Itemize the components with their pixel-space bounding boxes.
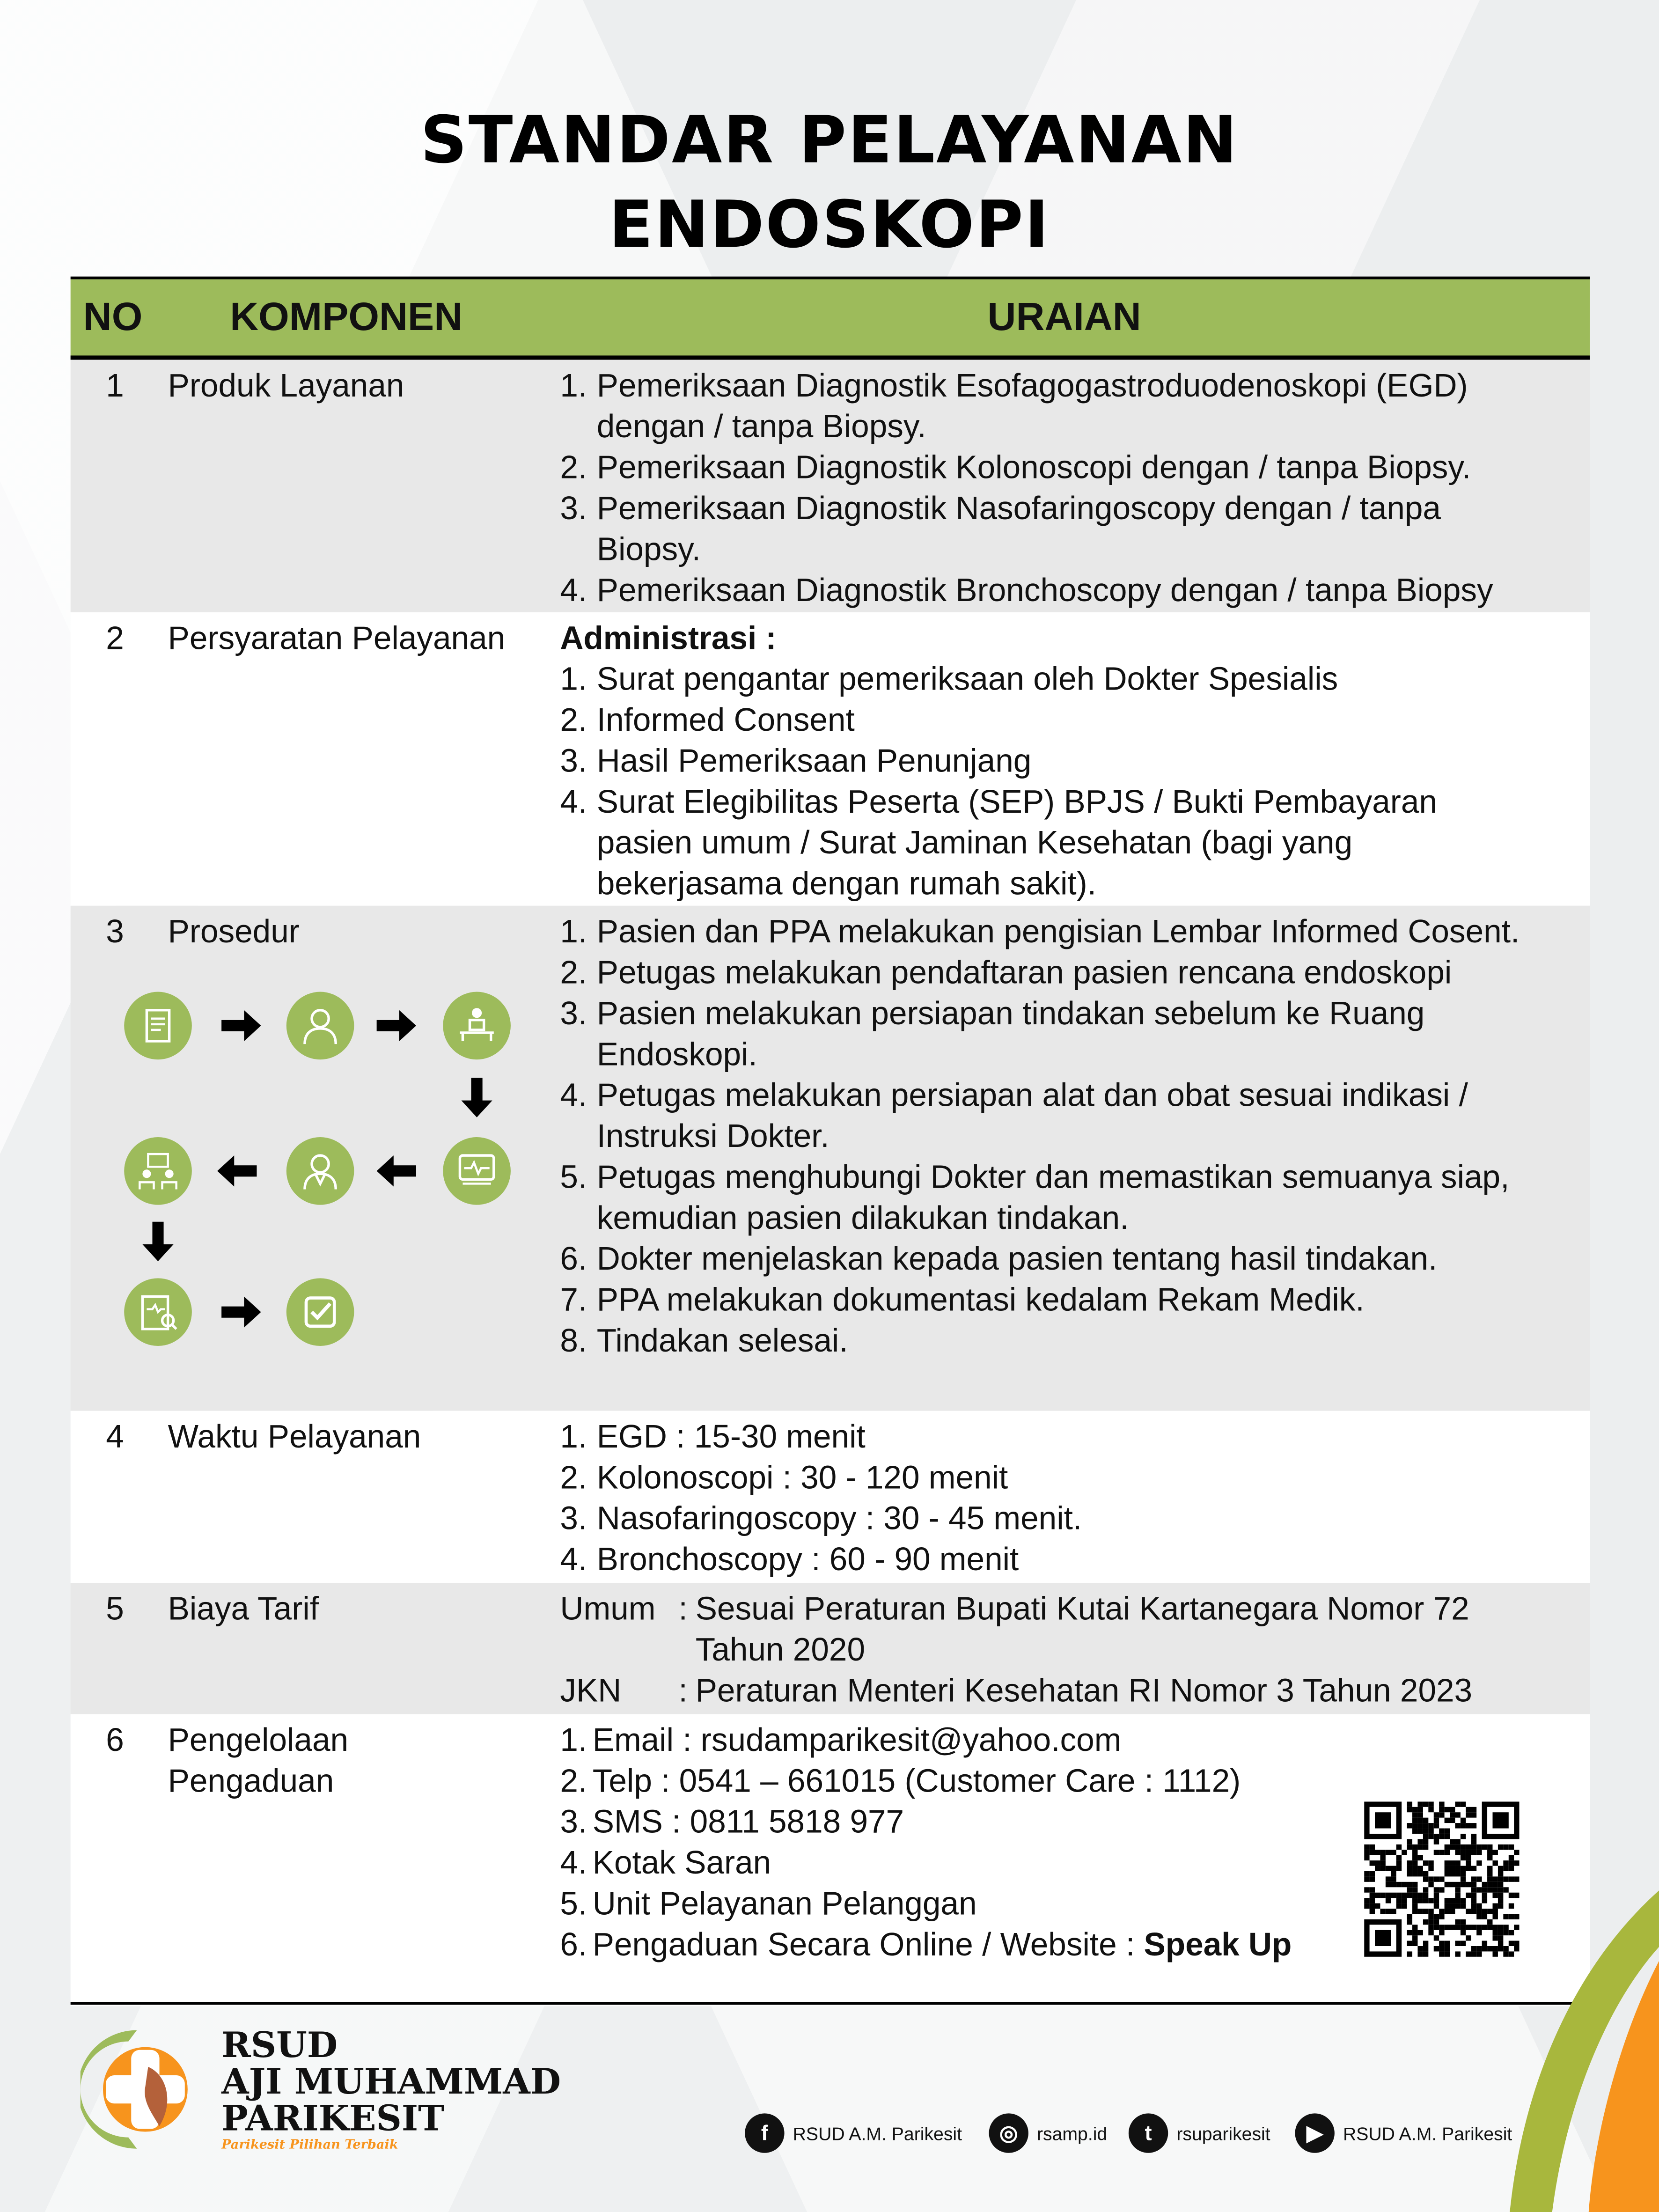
item-text: Pengaduan Secara Online / Website : [592, 1925, 1144, 1962]
item-line: Biopsy. [596, 530, 701, 567]
arrow-right-icon [374, 1003, 419, 1056]
list-item [560, 1279, 1520, 1320]
item-number: 5. [560, 1158, 587, 1195]
monitor-icon [443, 1137, 511, 1205]
item-line: Informed Consent [596, 701, 855, 738]
colon: : [678, 1590, 688, 1627]
logo-text-name: AJI MUHAMMAD [221, 2061, 561, 2102]
item-number: 6. [560, 1240, 587, 1277]
tarif-text [696, 1588, 1469, 1670]
item-line: Hasil Pemeriksaan Penunjang [596, 742, 1032, 779]
social-link[interactable] [1295, 2113, 1512, 2153]
list-item [560, 1498, 1082, 1539]
item-line: Kolonoscopi : 30 - 120 menit [596, 1459, 1008, 1496]
youtube-icon: ▶ [1295, 2113, 1334, 2153]
item-number: 8. [560, 1322, 587, 1359]
row-uraian [560, 618, 1437, 904]
list-item [560, 1801, 1292, 1842]
list-item [560, 782, 1437, 904]
item-number: 1. [560, 367, 587, 404]
arrow-right-icon [219, 1289, 264, 1342]
item-line: PPA melakukan dokumentasi kedalam Rekam Medik. [596, 1281, 1365, 1318]
decorative-curve [1495, 1876, 1659, 2212]
row-uraian [560, 1588, 1472, 1711]
list-item [560, 911, 1520, 952]
social-label: RSUD A.M. Parikesit [1343, 2122, 1512, 2144]
item-line: EGD : 15-30 menit [596, 1418, 866, 1455]
table-row [71, 1411, 1590, 1583]
table-header [71, 279, 1590, 360]
consultation-icon [124, 1137, 192, 1205]
item-number: 2. [560, 1459, 587, 1496]
item-line: SMS : 0811 5818 977 [592, 1803, 904, 1840]
item-line: Bronchoscopy : 60 - 90 menit [596, 1540, 1019, 1578]
logo-text-rsud: RSUD [221, 2024, 338, 2065]
komponen-line: Waktu Pelayanan [168, 1418, 421, 1455]
item-number: 2. [560, 954, 587, 991]
list-item [560, 700, 1437, 741]
nurse-icon [286, 992, 354, 1060]
list-item [560, 1239, 1520, 1279]
table-row [71, 360, 1590, 612]
row-number: 5 [106, 1590, 124, 1627]
social-label: rsamp.id [1036, 2122, 1108, 2144]
komponen-line: Persyaratan Pelayanan [168, 619, 506, 656]
logo-text-parikesit: PARIKESIT [221, 2098, 445, 2139]
item-number: 3. [560, 489, 587, 527]
row-uraian [560, 366, 1493, 611]
social-link[interactable] [745, 2113, 962, 2153]
item-line: Endoskopi. [596, 1035, 757, 1073]
list-item [560, 1761, 1292, 1801]
list-item [560, 1539, 1082, 1580]
item-line: Unit Pelayanan Pelanggan [592, 1885, 977, 1922]
arrow-left-icon [374, 1148, 419, 1201]
arrow-down-icon [135, 1219, 180, 1271]
komponen-line: Pengaduan [168, 1762, 334, 1799]
arrow-right-icon [219, 1003, 264, 1056]
tarif-line: Sesuai Peraturan Bupati Kutai Kartanegara Nomor 72 [695, 1590, 1469, 1627]
patient-bed-icon [443, 992, 511, 1060]
row-komponen [168, 911, 300, 952]
item-number: 7. [560, 1281, 587, 1318]
tarif-line: Peraturan Menteri Kesehatan RI Nomor 3 Tahun 2023 [695, 1672, 1473, 1709]
row-komponen [168, 366, 404, 406]
row-number: 2 [106, 619, 124, 656]
tarif-item [560, 1588, 1472, 1670]
speak-up-link[interactable]: Speak Up [1144, 1925, 1292, 1962]
list-item [560, 366, 1493, 448]
clipboard-icon [124, 1278, 192, 1346]
header-komponen: KOMPONEN [230, 294, 463, 339]
row-number: 1 [106, 367, 124, 404]
uraian-heading: Administrasi : [560, 619, 777, 656]
row-komponen [168, 618, 506, 659]
twitter-icon: t [1129, 2113, 1168, 2153]
item-number: 2. [560, 701, 587, 738]
list-item [560, 1925, 1292, 1965]
table-row [71, 1583, 1590, 1714]
list-item [560, 1417, 1082, 1457]
row-komponen [168, 1720, 348, 1802]
social-label: RSUD A.M. Parikesit [793, 2122, 962, 2144]
tarif-label: JKN [560, 1672, 622, 1709]
item-line: Pemeriksaan Diagnostik Bronchoscopy dengan / tanpa Biopsy [596, 571, 1493, 608]
item-line: dengan / tanpa Biopsy. [596, 407, 926, 445]
item-number: 1. [560, 660, 587, 697]
facebook-icon: f [745, 2113, 784, 2153]
row-number: 4 [106, 1418, 124, 1455]
instagram-icon: ◎ [989, 2113, 1028, 2153]
list-item [560, 1883, 1292, 1924]
item-line: Instruksi Dokter. [596, 1117, 830, 1154]
item-number: 1. [560, 1418, 587, 1455]
colon: : [678, 1672, 688, 1709]
arrow-left-icon [214, 1148, 259, 1201]
item-line: Pasien dan PPA melakukan pengisian Lembar Informed Cosent. [596, 912, 1520, 950]
social-link[interactable] [989, 2113, 1108, 2153]
arrow-down-icon [454, 1075, 499, 1127]
item-line: Tindakan selesai. [596, 1322, 848, 1359]
list-item [560, 1075, 1520, 1157]
item-number: 1. [560, 912, 587, 950]
row-komponen [168, 1588, 319, 1629]
item-line: Petugas melakukan persiapan alat dan obat sesuai indikasi / [596, 1076, 1468, 1113]
tarif-item [560, 1670, 1472, 1711]
item-number: 3. [560, 1499, 587, 1536]
social-label: rsuparikesit [1176, 2122, 1270, 2144]
item-number: 3. [560, 994, 587, 1031]
table-row [71, 612, 1590, 906]
doctor-icon [286, 1137, 354, 1205]
item-line: Dokter menjelaskan kepada pasien tentang hasil tindakan. [596, 1240, 1438, 1277]
list-item [560, 741, 1437, 781]
item-line: Pasien melakukan persiapan tindakan sebelum ke Ruang [596, 994, 1425, 1031]
item-number: 3. [560, 1803, 587, 1840]
item-number: 6. [560, 1925, 587, 1962]
item-number: 2. [560, 448, 587, 485]
item-line: Petugas melakukan pendaftaran pasien rencana endoskopi [596, 954, 1452, 991]
social-link[interactable] [1129, 2113, 1270, 2153]
item-line: Surat pengantar pemeriksaan oleh Dokter Spesialis [596, 660, 1338, 697]
komponen-line: Prosedur [168, 912, 300, 950]
list-item [560, 993, 1520, 1075]
row-uraian [560, 1720, 1292, 1965]
list-item [560, 1720, 1292, 1761]
item-number: 4. [560, 1540, 587, 1578]
item-number: 3. [560, 742, 587, 779]
item-line: Surat Elegibilitas Peserta (SEP) BPJS / Bukti Pembayaran [596, 783, 1438, 820]
item-line: Petugas menghubungi Dokter dan memastikan semuanya siap, [596, 1158, 1510, 1195]
header-no: NO [83, 294, 143, 339]
item-number: 4. [560, 571, 587, 608]
title-line-2: ENDOSKOPI [609, 186, 1050, 263]
list-item [560, 1157, 1520, 1239]
tarif-line: Tahun 2020 [695, 1631, 866, 1668]
title-line-1: STANDAR PELAYANAN [420, 101, 1239, 178]
item-number: 4. [560, 783, 587, 820]
item-number: 2. [560, 1762, 587, 1799]
document-icon [124, 992, 192, 1060]
list-item [560, 1321, 1520, 1361]
item-line: Nasofaringoscopy : 30 - 45 menit. [596, 1499, 1082, 1536]
tarif-text [696, 1670, 1472, 1711]
tarif-label: Umum [560, 1590, 656, 1627]
item-line: Kotak Saran [592, 1844, 771, 1881]
hospital-logo-icon [81, 2025, 207, 2154]
item-line: pasien umum / Surat Jaminan Kesehatan (bagi yang [596, 823, 1353, 861]
item-line: Pemeriksaan Diagnostik Esofagogastroduodenoskopi (EGD) [596, 367, 1468, 404]
table-row [71, 1714, 1590, 2006]
item-line: Telp : 0541 – 661015 (Customer Care : 1112) [592, 1762, 1241, 1799]
list-item [560, 1457, 1082, 1498]
row-uraian [560, 911, 1520, 1361]
list-item [560, 659, 1437, 699]
list-item [560, 952, 1520, 993]
checkmark-icon [286, 1278, 354, 1346]
item-number: 5. [560, 1885, 587, 1922]
item-line [593, 1925, 1292, 1965]
row-number: 6 [106, 1721, 124, 1758]
item-line: bekerjasama dengan rumah sakit). [596, 865, 1096, 902]
row-komponen [168, 1417, 421, 1457]
item-number: 1. [560, 1721, 587, 1758]
divider [71, 2002, 1590, 2005]
list-item [560, 570, 1493, 610]
header-uraian: URAIAN [987, 294, 1141, 339]
row-uraian [560, 1417, 1082, 1580]
item-line: Pemeriksaan Diagnostik Nasofaringoscopy dengan / tanpa [596, 489, 1441, 527]
item-line: Pemeriksaan Diagnostik Kolonoscopi dengan / tanpa Biopsy. [596, 448, 1471, 485]
item-number: 4. [560, 1844, 587, 1881]
list-item [560, 1843, 1292, 1883]
item-line: kemudian pasien dilakukan tindakan. [596, 1199, 1129, 1236]
list-item [560, 488, 1493, 570]
logo-tagline: Parikesit Pilihan Terbaik [221, 2139, 398, 2153]
komponen-line: Biaya Tarif [168, 1590, 319, 1627]
komponen-line: Produk Layanan [168, 367, 404, 404]
list-item [560, 447, 1493, 488]
row-number: 3 [106, 912, 124, 950]
komponen-line: Pengelolaan [168, 1721, 349, 1758]
item-number: 4. [560, 1076, 587, 1113]
item-line: Email : rsudamparikesit@yahoo.com [592, 1721, 1122, 1758]
